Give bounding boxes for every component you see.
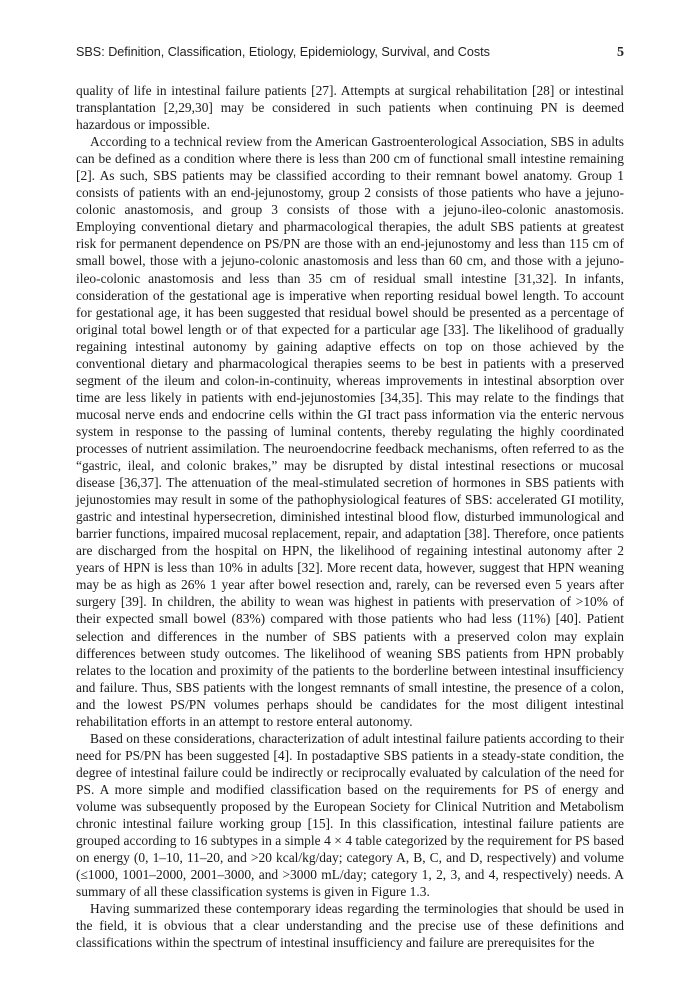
- paragraph-continued: quality of life in intestinal failure patients [27]. Attempts at surgical rehabilitation [28] or intestinal transplantation [2,29,30] may be considered in such patients when continuing PN is deemed hazardous or impossible.: [76, 83, 624, 133]
- paragraph-summary: Having summarized these contemporary ideas regarding the terminologies that should be used in the field, it is obvious that a clear understanding and the precise use of these definitions and classifications within the spectrum of intestinal insufficiency and failure are prerequisites for the: [76, 901, 624, 951]
- paragraph-classification: Based on these considerations, characterization of adult intestinal failure patients according to their need for PS/PN has been suggested [4]. In postadaptive SBS patients in a steady-state condition, the degree of intestinal failure could be indirectly or reciprocally evaluated by calculation of the need for PS. A more simple and modified classification based on the requirements for PS of energy and volume was subsequently proposed by the European Society for Clinical Nutrition and Metabolism chronic intestinal failure working group [15]. In this classification, intestinal failure patients are grouped according to 16 subtypes in a simple 4 × 4 table categorized by the requirement for PS based on energy (0, 1–10, 11–20, and >20 kcal/kg/day; category A, B, C, and D, respectively) and volume (≤1000, 1001–2000, 2001–3000, and >3000 mL/day; category 1, 2, 3, and 4, respectively) needs. A summary of all these classification systems is given in Figure 1.3.: [76, 730, 624, 900]
- body-text: [76, 82, 624, 951]
- running-title: SBS: Definition, Classification, Etiology, Epidemiology, Survival, and Costs: [76, 45, 490, 59]
- page-number: 5: [617, 45, 624, 60]
- paragraph-sbs-definition: According to a technical review from the American Gastroenterological Association, SBS in adults can be defined as a condition where there is less than 200 cm of functional small intestine remaining [2]. As such, SBS patients may be classified according to their remnant bowel anatomy. Group 1 consists of patients with an end-jejunostomy, group 2 consists of those patients who have a jejuno-colonic anastomosis, and group 3 consists of those with a jejuno-ileo-colonic anastomosis. Employing conventional dietary and pharmacological therapies, the adult SBS patients at greatest risk for permanent dependence on PS/PN are those with an end-jejunostomy and less than 115 cm of small bowel, those with a jejuno-colonic anastomosis and less than 60 cm, and those with a jejuno-ileo-colonic anastomosis and less than 35 cm of residual small intestine [31,32]. In infants, consideration of the gestational age is imperative when reporting residual bowel length. To account for gestational age, it has been suggested that residual bowel should be presented as a percentage of original total bowel length or of that expected for a particular age [33]. The likelihood of gradually regaining intestinal autonomy by gaining adaptive effects on top on those achieved by the conventional dietary and pharmacological therapies seems to be best in patients with a preserved segment of the ileum and colon-in-continuity, whereas improvements in intestinal absorption over time are less likely in patients with end-jejunostomies [34,35]. This may relate to the findings that mucosal nerve ends and endocrine cells within the GI tract pass information via the enteric nervous system in response to the passing of luminal contents, thereby regulating the highly coordinated processes of nutrient assimilation. The neuroendocrine feedback mechanisms, often referred to as the “gastric, ileal, and colonic brakes,” may be disrupted by distal intestinal resections or mucosal disease [36,37]. The attenuation of the meal-stimulated secretion of hormones in SBS patients with jejunostomies may result in some of the pathophysiological features of SBS: accelerated GI motility, gastric and intestinal hypersecretion, diminished intestinal blood flow, disturbed immunological and barrier functions, impaired mucosal replacement, repair, and adaptation [38]. Therefore, once patients are discharged from the hospital on HPN, the likelihood of regaining intestinal autonomy after 2 years of HPN is less than 10% in adults [32]. More recent data, however, suggest that HPN weaning may be as high as 26% 1 year after bowel resection and, rarely, can be reversed even 5 years after surgery [39]. In children, the ability to wean was highest in patients with preservation of >10% of their expected small bowel (83%) compared with those patients who had less (11%) [40]. Patient selection and differences in the number of SBS patients with a preserved colon may explain differences between study outcomes. The likelihood of weaning SBS patients from HPN probably relates to the location and proximity of the patients to the borderline between intestinal insufficiency and failure. Thus, SBS patients with the longest remnants of small intestine, the presence of a colon, and the lowest PS/PN volumes perhaps should be candidates for the most diligent intestinal rehabilitation efforts in an attempt to restore enteral autonomy.: [76, 134, 624, 729]
- running-header: [76, 45, 624, 61]
